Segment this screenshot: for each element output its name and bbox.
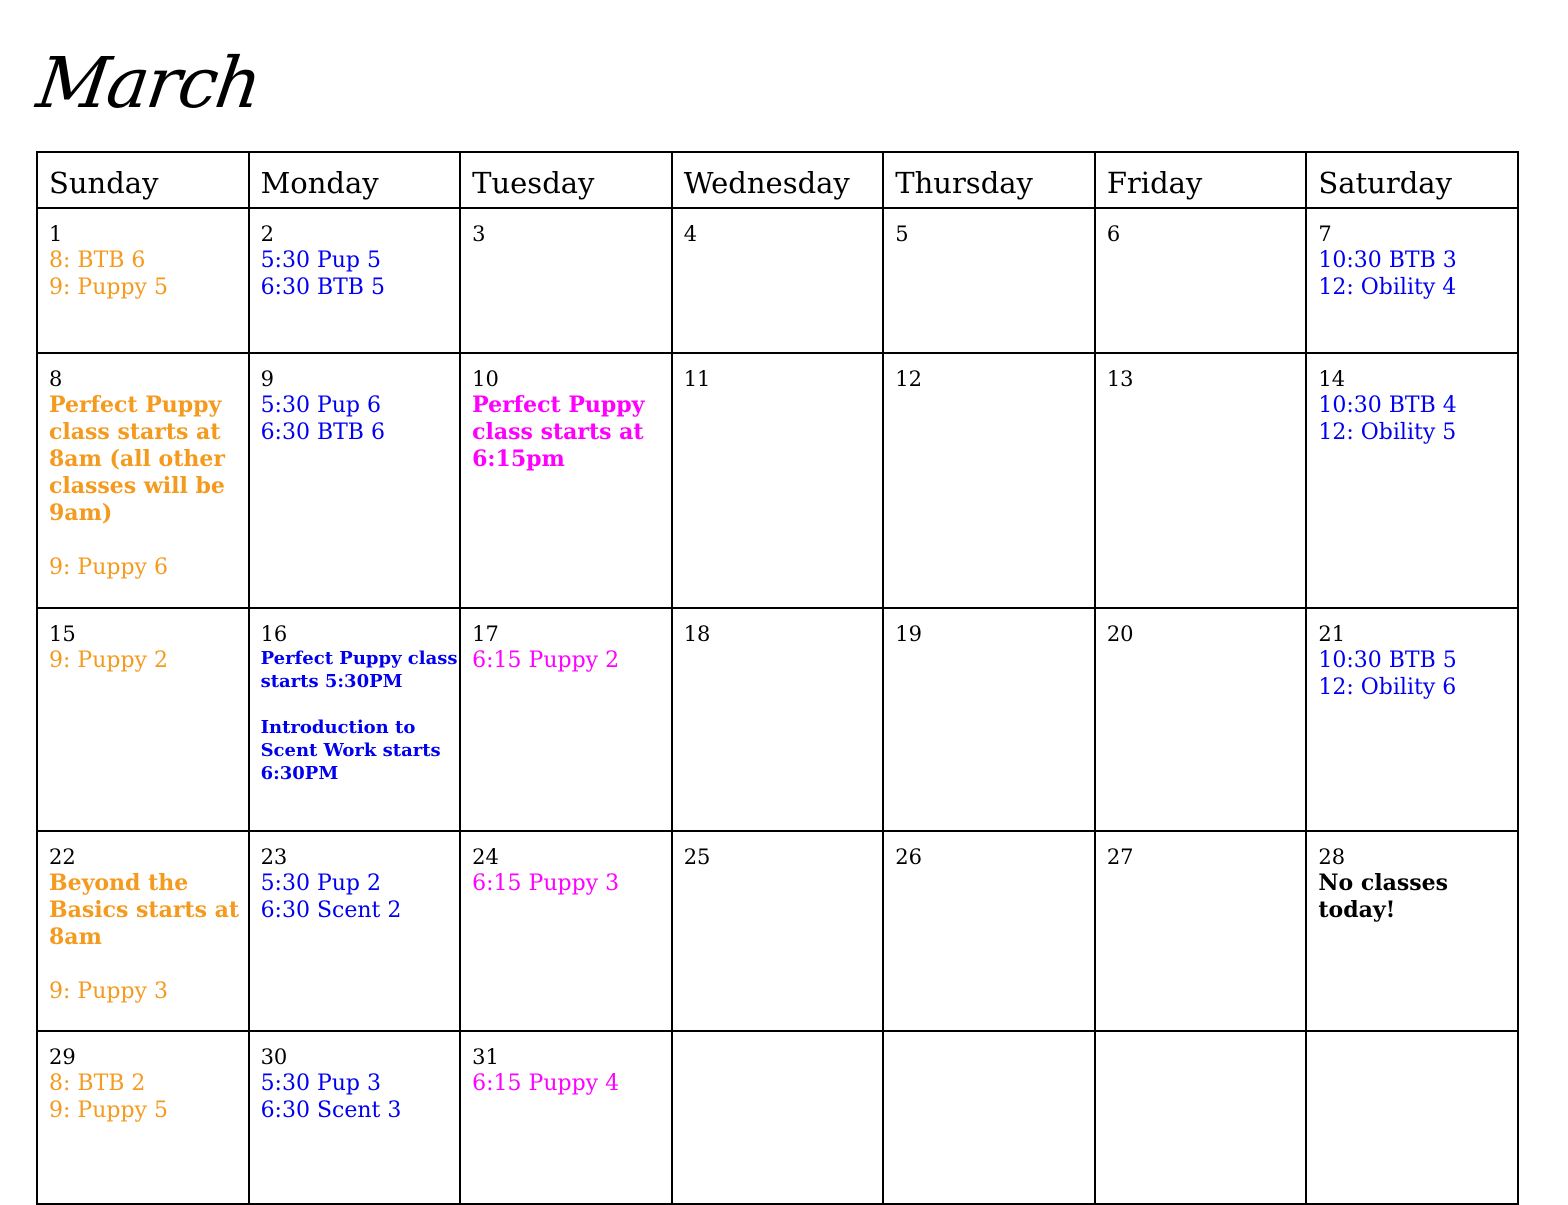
event-text: 6:15 Puppy 2 <box>472 648 620 673</box>
day-cell <box>1095 1031 1307 1204</box>
day-cell <box>37 831 249 1031</box>
day-cell <box>460 208 672 353</box>
day-cell <box>1306 831 1518 1031</box>
day-cell <box>460 1031 672 1204</box>
day-number: 23 <box>260 845 288 869</box>
day-cell <box>1306 1031 1518 1204</box>
event-spacer <box>261 693 460 716</box>
week-row <box>37 608 1518 831</box>
event-text: 10:30 BTB 4 <box>1318 393 1457 418</box>
day-number: 26 <box>895 845 922 869</box>
day-number: 11 <box>683 367 711 391</box>
day-number: 12 <box>895 367 922 391</box>
day-number: 13 <box>1106 367 1134 391</box>
day-number: 21 <box>1318 622 1346 646</box>
day-cell <box>672 208 884 353</box>
week-row <box>37 1031 1518 1204</box>
event-text: 8: BTB 2 <box>49 1071 146 1096</box>
day-cell <box>883 208 1095 353</box>
weekday-header-monday: Monday <box>249 152 461 208</box>
day-number: 5 <box>895 222 909 246</box>
day-number: 28 <box>1318 845 1346 869</box>
event-spacer <box>49 527 248 554</box>
day-number: 24 <box>472 845 499 869</box>
day-number: 7 <box>1318 222 1332 246</box>
day-number: 30 <box>260 1045 288 1069</box>
weekday-header-sunday: Sunday <box>37 152 249 208</box>
day-cell <box>883 1031 1095 1204</box>
day-cell <box>883 353 1095 608</box>
day-cell <box>37 608 249 831</box>
day-cell <box>249 1031 461 1204</box>
day-cell <box>249 208 461 353</box>
day-number: 14 <box>1318 367 1346 391</box>
week-row <box>37 353 1518 608</box>
day-cell <box>672 831 884 1031</box>
event-text: 9: Puppy 3 <box>49 979 168 1004</box>
event-text: Perfect Puppy class starts at 8am (all other classes will be 9am) <box>49 392 233 526</box>
day-cell <box>1306 208 1518 353</box>
weekday-header-row <box>37 152 1518 208</box>
day-cell <box>672 353 884 608</box>
day-number: 9 <box>260 367 274 391</box>
day-cell <box>883 831 1095 1031</box>
event-text: Perfect Puppy class starts at 6:15pm <box>472 392 653 472</box>
event-text: 6:30 Scent 3 <box>260 1098 402 1123</box>
event-text: 6:30 BTB 6 <box>260 420 385 445</box>
week-row <box>37 831 1518 1031</box>
day-number: 19 <box>895 622 922 646</box>
day-cell <box>249 608 464 831</box>
event-text: 10:30 BTB 3 <box>1318 248 1457 273</box>
day-number: 27 <box>1106 845 1134 869</box>
event-text: Beyond the Basics starts at 8am <box>49 870 247 950</box>
day-number: 15 <box>49 622 76 646</box>
event-text: 5:30 Pup 5 <box>260 248 382 273</box>
event-text: 9: Puppy 5 <box>49 1098 168 1123</box>
event-text: 9: Puppy 5 <box>49 275 168 300</box>
day-cell <box>249 353 461 608</box>
calendar-body <box>37 208 1518 1204</box>
day-number: 8 <box>49 367 63 391</box>
event-spacer <box>49 951 248 978</box>
day-number: 2 <box>260 222 274 246</box>
day-number: 25 <box>683 845 711 869</box>
day-number: 22 <box>49 845 76 869</box>
event-text: 9: Puppy 2 <box>49 648 168 673</box>
weekday-header-friday: Friday <box>1095 152 1307 208</box>
day-cell <box>460 353 672 608</box>
event-text: 5:30 Pup 2 <box>260 871 382 896</box>
event-text: 12: Obility 5 <box>1318 420 1457 445</box>
weekday-header-saturday: Saturday <box>1306 152 1518 208</box>
day-cell <box>1306 608 1518 831</box>
day-cell <box>672 608 884 831</box>
event-text: 6:15 Puppy 4 <box>472 1071 620 1096</box>
day-number: 17 <box>472 622 499 646</box>
event-text: 12: Obility 4 <box>1318 275 1457 300</box>
day-number: 29 <box>49 1045 76 1069</box>
day-number: 6 <box>1106 222 1121 246</box>
day-cell <box>672 1031 884 1204</box>
event-text: Introduction to Scent Work starts 6:30PM <box>260 717 447 784</box>
event-text: 6:30 BTB 5 <box>260 275 385 300</box>
day-cell <box>37 353 249 608</box>
day-number: 1 <box>49 222 63 246</box>
event-text: 5:30 Pup 3 <box>260 1071 382 1096</box>
day-cell <box>1306 353 1518 608</box>
day-cell <box>37 208 249 353</box>
day-cell <box>1095 208 1307 353</box>
day-number: 20 <box>1106 622 1134 646</box>
day-number: 3 <box>472 222 486 246</box>
page-title: March <box>32 42 265 124</box>
day-cell <box>37 1031 249 1204</box>
day-cell <box>1095 831 1307 1031</box>
day-number: 18 <box>683 622 711 646</box>
weekday-header-tuesday: Tuesday <box>460 152 672 208</box>
day-number: 4 <box>683 222 698 246</box>
day-cell <box>1095 353 1307 608</box>
day-number: 31 <box>472 1045 499 1069</box>
day-number: 10 <box>472 367 499 391</box>
day-cell <box>460 608 672 831</box>
event-text: No classes today! <box>1318 870 1456 923</box>
day-cell <box>883 608 1095 831</box>
event-text: 6:15 Puppy 3 <box>472 871 620 896</box>
event-text: Perfect Puppy class starts 5:30PM <box>260 648 464 692</box>
event-text: 12: Obility 6 <box>1318 675 1457 700</box>
event-text: 8: BTB 6 <box>49 248 146 273</box>
event-text: 9: Puppy 6 <box>49 555 168 580</box>
day-cell <box>249 831 461 1031</box>
weekday-header-thursday: Thursday <box>883 152 1095 208</box>
week-row <box>37 208 1518 353</box>
day-number: 16 <box>260 622 288 646</box>
weekday-header-wednesday: Wednesday <box>672 152 884 208</box>
calendar-grid <box>36 151 1519 1205</box>
event-text: 6:30 Scent 2 <box>260 898 402 923</box>
day-cell <box>460 831 672 1031</box>
event-text: 10:30 BTB 5 <box>1318 648 1457 673</box>
day-cell <box>1095 608 1307 831</box>
event-text: 5:30 Pup 6 <box>260 393 382 418</box>
